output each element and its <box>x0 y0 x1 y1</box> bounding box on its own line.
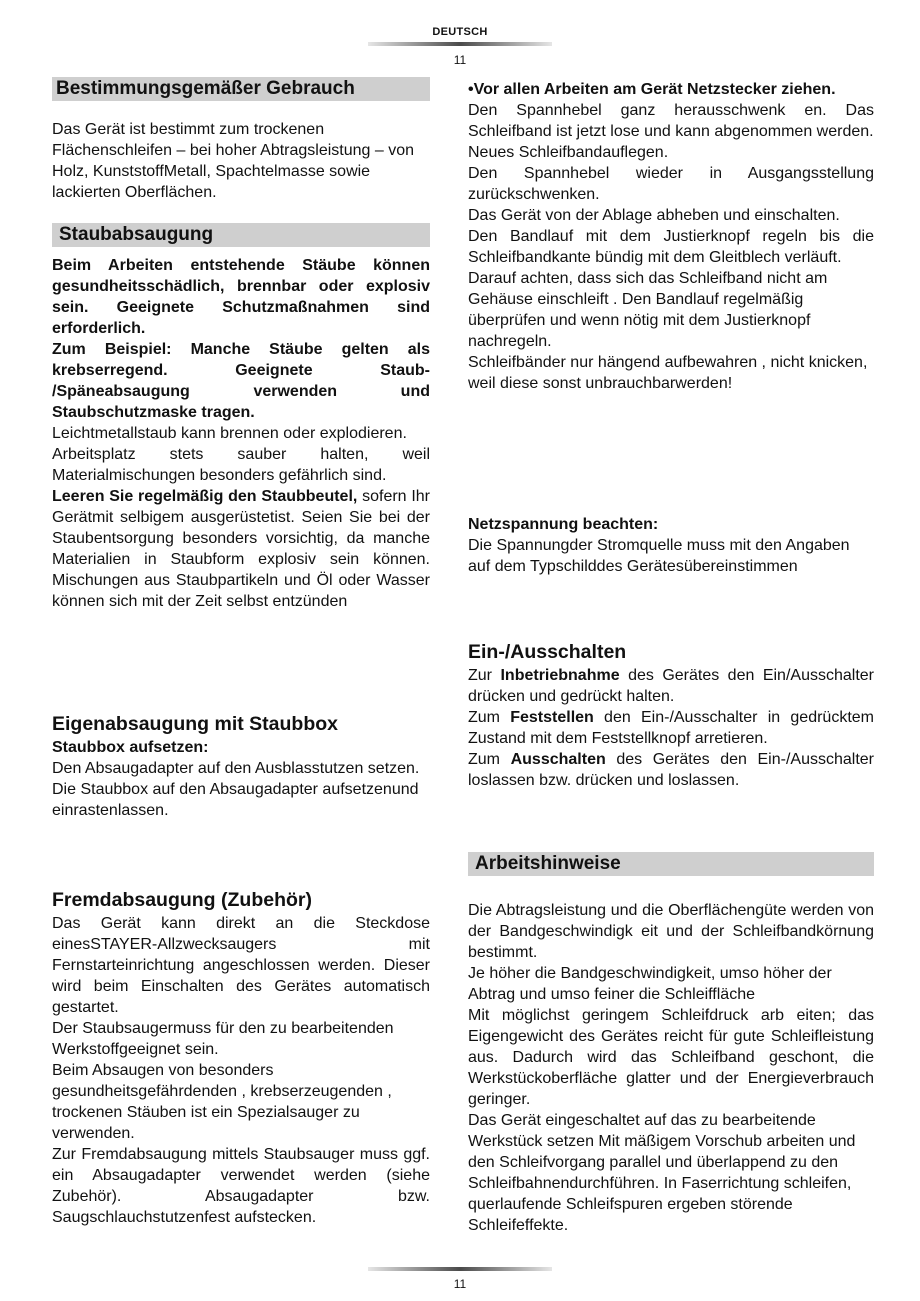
dust-paragraph-2: Arbeitsplatz stets sauber halten, weil Materialmischungen besonders gefährlich sind. <box>52 446 430 484</box>
belt-step-1: Den Spannhebel ganz herausschwenk en. Das Schleifband ist jetzt lose und kann abgenommen werden. <box>468 102 874 140</box>
external-paragraph-3: Beim Absaugen von besonders gesundheitsgefährdenden , krebserzeugenden , trockenen Stäuben ist ein Spezialsauger zu verwenden. <box>52 1062 392 1142</box>
external-paragraph-2: Der Staubsaugermuss für den zu bearbeitenden Werkstoffgeeignet sein. <box>52 1020 394 1058</box>
on-off-2-prefix: Zum <box>468 709 511 726</box>
dust-bag-text: sofern Ihr Gerätmit selbigem ausgerüstetist. Seien Sie bei der Staubentsorgung besonders vorsichtig, da manche Materialien in Staubform explosiv sein können. Mischungen aus Staubpartikeln und Öl oder Wasser können sich mit der Zeit selbst entzünden <box>52 488 431 610</box>
dust-warning-2: Zum Beispiel: Manche Stäube gelten als krebserregend. Geeignete Staub- /Späneabsaugung verwenden und Staubschutzmaske tragen. <box>52 341 430 421</box>
section-title-dust-box: Eigenabsaugung mit Staubbox <box>52 713 339 735</box>
on-off-3-emphasis: Ausschalten <box>510 751 606 768</box>
dust-box-text: Den Absaugadapter auf den Ausblasstutzen setzen. Die Staubbox auf den Absaugadapter aufsetzenund einrastenlassen. <box>52 760 420 819</box>
section-title-intended-use: Bestimmungsgemäßer Gebrauch <box>52 77 430 101</box>
mains-voltage-title: Netzspannung beachten: <box>468 516 659 533</box>
work-tips-paragraph-2: Je höher die Bandgeschwindigkeit, umso höher der Abtrag und umso feiner die Schleiffläche <box>468 965 832 1003</box>
section-title-work-tips: Arbeitshinweise <box>468 852 874 876</box>
belt-step-2: Neues Schleifbandauflegen. <box>468 144 669 161</box>
section-intended-use <box>52 77 430 203</box>
dust-bag-emphasis: Leeren Sie regelmäßig den Staubbeutel, <box>52 488 358 505</box>
header-divider <box>368 42 552 46</box>
dust-paragraph-3 <box>52 486 430 612</box>
on-off-paragraph-3 <box>468 749 874 791</box>
footer-divider <box>368 1267 552 1271</box>
on-off-3-prefix: Zum <box>468 751 511 768</box>
section-work-tips <box>468 852 874 1236</box>
section-title-on-off: Ein-/Ausschalten <box>468 641 627 663</box>
on-off-paragraph-2 <box>468 707 874 749</box>
on-off-2-emphasis: Feststellen <box>510 709 594 726</box>
belt-step-6: Darauf achten, dass sich das Schleifband nicht am Gehäuse einschleift . Den Bandlauf regelmäßig überprüfen und wenn nötig mit dem Justierknopf nachregeln. <box>468 270 828 350</box>
on-off-2-text: den Ein-/Ausschalter in gedrücktem Zustand mit dem Feststellknopf arretieren. <box>468 709 874 747</box>
dust-box-subtitle: Staubbox aufsetzen: <box>52 739 209 756</box>
dust-paragraph-1: Leichtmetallstaub kann brennen oder explodieren. <box>52 425 407 442</box>
mains-voltage-text: Die Spannungder Stromquelle muss mit den Angaben auf dem Typschilddes Gerätesübereinstimmen <box>468 537 850 575</box>
section-external-extraction <box>52 887 430 1228</box>
external-paragraph-4: Zur Fremdabsaugung mittels Staubsauger muss ggf. ein Absaugadapter verwendet werden (siehe Zubehör). Absaugadapter bzw. Saugschlauchstutzenfest aufstecken. <box>52 1146 430 1226</box>
section-title-external-extraction: Fremdabsaugung (Zubehör) <box>52 889 312 911</box>
intended-use-text: Das Gerät ist bestimmt zum trockenen Flächenschleifen – bei hoher Abtragsleistung – von Holz, KunststoffMetall, Spachtelmasse sowie lackierten Oberflächen. <box>52 121 415 201</box>
on-off-1-emphasis: Inbetriebnahme <box>500 667 620 684</box>
external-paragraph-1: Das Gerät kann direkt an die Steckdose einesSTAYER-Allzwecksaugers mit Fernstarteinrichtung angeschlossen werden. Dieser wird beim Einschalten des Gerätes automatisch gestartet. <box>52 915 430 1016</box>
header-page-number: 11 <box>453 53 467 67</box>
belt-step-5: Den Bandlauf mit dem Justierknopf regeln bis die Schleifbandkante bündig mit dem Gleitblech verläuft. <box>468 228 874 266</box>
on-off-3-text: des Gerätes den Ein-/Ausschalter loslassen bzw. drücken und loslassen. <box>468 751 874 789</box>
section-dust-extraction <box>52 223 430 612</box>
on-off-1-text: des Gerätes den Ein/Ausschalter drücken und gedrückt halten. <box>468 667 874 705</box>
section-belt-change <box>468 79 874 394</box>
section-title-dust-extraction: Staubabsaugung <box>52 223 430 247</box>
section-mains-voltage <box>468 514 874 577</box>
footer-page-number: 11 <box>453 1277 467 1291</box>
belt-step-4: Das Gerät von der Ablage abheben und einschalten. <box>468 207 840 224</box>
work-tips-paragraph-4: Das Gerät eingeschaltet auf das zu bearbeitende Werkstück setzen Mit mäßigem Vorschub arbeiten und den Schleifvorgang parallel und überlappend zu den Schleifbahnendurchführen. In Faserrichtung schleifen, querlaufende Schleifspuren ergeben störende Schleifeffekte. <box>468 1112 856 1234</box>
belt-step-3: Den Spannhebel wieder in Ausgangsstellung zurückschwenken. <box>468 165 874 203</box>
belt-step-7: Schleifbänder nur hängend aufbewahren , nicht knicken, weil diese sonst unbrauchbarwerden! <box>468 354 868 392</box>
work-tips-paragraph-1: Die Abtragsleistung und die Oberflächengüte werden von der Bandgeschwindigk eit und der Schleifbandkörnung bestimmt. <box>468 902 874 961</box>
header-language: DEUTSCH <box>432 26 488 38</box>
work-tips-paragraph-3: Mit möglichst geringem Schleifdruck arb eiten; das Eigengewicht des Gerätes reicht für gute Schleifleistung aus. Dadurch wird das Schleifband geschont, die Werkstückoberfläche glatter und der Energieverbrauch geringer. <box>468 1007 874 1108</box>
on-off-1-prefix: Zur <box>468 667 501 684</box>
section-on-off <box>468 639 874 791</box>
unplug-warning: •Vor allen Arbeiten am Gerät Netzstecker ziehen. <box>468 81 836 98</box>
on-off-paragraph-1 <box>468 665 874 707</box>
dust-warning-1: Beim Arbeiten entstehende Stäube können gesundheitsschädlich, brennbar oder explosiv sein. Geeignete Schutzmaßnahmen sind erforderlich. <box>52 257 430 337</box>
section-dust-box <box>52 711 430 821</box>
